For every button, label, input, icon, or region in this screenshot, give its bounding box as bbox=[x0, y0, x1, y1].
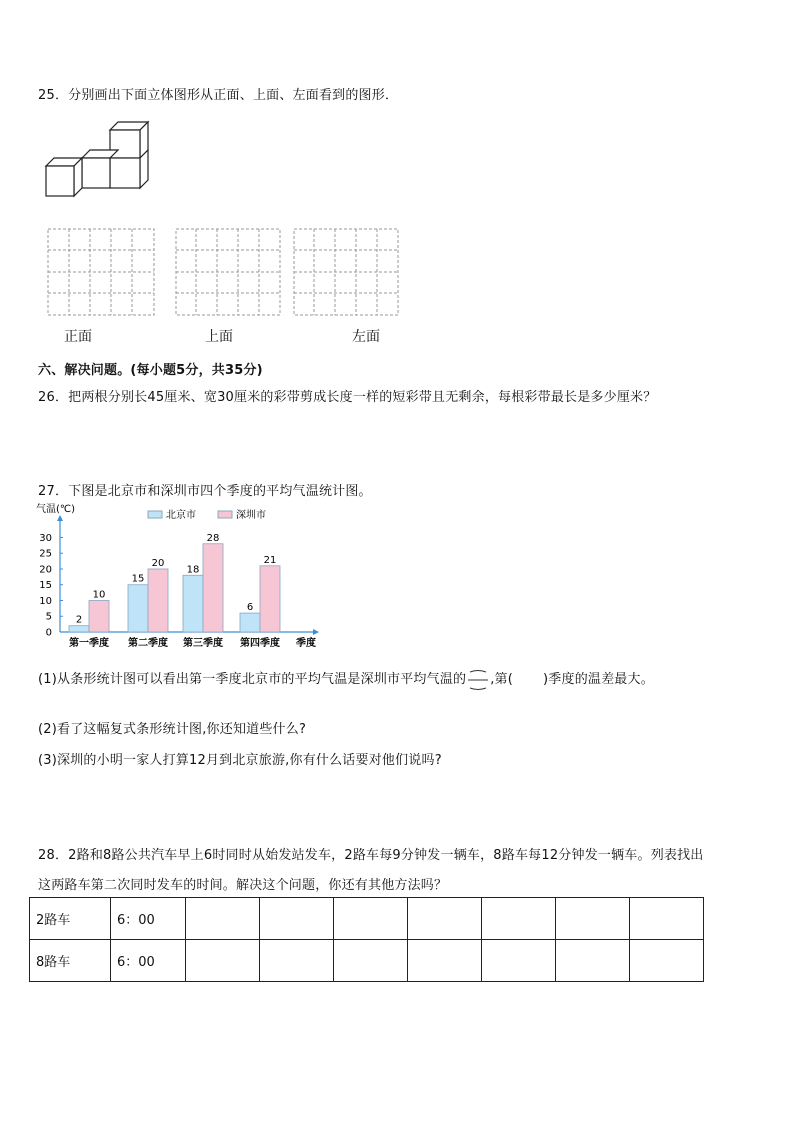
first-time-cell: 6：00 bbox=[111, 940, 186, 982]
legend-swatch bbox=[218, 511, 232, 518]
blank-cell[interactable] bbox=[186, 940, 260, 982]
q27-text: 27．下图是北京市和深圳市四个季度的平均气温统计图。 bbox=[38, 484, 372, 499]
blank-cell[interactable] bbox=[260, 898, 334, 940]
q28-text-line1: 28．2路和8路公共汽车早上6时同时从始发站发车，2路车每9分钟发一辆车，8路车每12分钟发一辆车。列表找出 bbox=[38, 848, 704, 863]
bar bbox=[183, 575, 203, 632]
bar bbox=[260, 566, 280, 632]
bar-value-label: 20 bbox=[151, 557, 165, 569]
y-tick-label: 0 bbox=[45, 627, 52, 639]
blank-cell[interactable] bbox=[408, 898, 482, 940]
top-view-label: 上面 bbox=[205, 329, 233, 345]
q28-text-line2: 这两路车第二次同时发车的时间。解决这个问题，你还有其他方法吗？ bbox=[38, 878, 448, 893]
q27-sub3: (3)深圳的小明一家人打算12月到北京旅游,你有什么话要对他们说吗? bbox=[38, 753, 442, 768]
front-view-grid[interactable] bbox=[47, 228, 155, 316]
q27-sub1-part-b: ,第( bbox=[490, 672, 514, 687]
bar bbox=[69, 626, 89, 632]
category-label: 第四季度 bbox=[240, 638, 280, 649]
blank-cell[interactable] bbox=[630, 940, 704, 982]
q25-text: 25．分别画出下面立体图形从正面、上面、左面看到的图形． bbox=[38, 88, 399, 103]
y-axis-arrow bbox=[57, 515, 63, 521]
cube-figure bbox=[40, 118, 152, 198]
schedule-table bbox=[29, 897, 704, 982]
blank-cell[interactable] bbox=[556, 940, 630, 982]
bar-value-label: 6 bbox=[246, 602, 254, 614]
blank-cell[interactable] bbox=[260, 940, 334, 982]
first-time-cell: 6：00 bbox=[111, 898, 186, 940]
legend-swatch bbox=[148, 511, 162, 518]
front-view-label: 正面 bbox=[64, 329, 92, 345]
y-tick-label: 25 bbox=[39, 548, 52, 560]
y-tick-label: 15 bbox=[39, 580, 52, 592]
blank-cell[interactable] bbox=[186, 898, 260, 940]
q26-text: 26．把两根分别长45厘米、宽30厘米的彩带剪成长度一样的短彩带且无剩余，每根彩带最长是多少厘米？ bbox=[38, 390, 657, 405]
blank-cell[interactable] bbox=[408, 940, 482, 982]
y-tick-label: 30 bbox=[39, 532, 52, 544]
section-title: 六、解决问题。(每小题5分，共35分) bbox=[38, 363, 263, 378]
blank-cell[interactable] bbox=[482, 940, 556, 982]
left-view-label: 左面 bbox=[352, 329, 380, 345]
blank-cell[interactable] bbox=[334, 940, 408, 982]
route-cell: 2路车 bbox=[30, 898, 111, 940]
bar-value-label: 28 bbox=[206, 532, 220, 544]
fraction-blank[interactable] bbox=[466, 669, 490, 691]
bar-value-label: 10 bbox=[92, 589, 106, 601]
temperature-bar-chart bbox=[30, 500, 330, 652]
bar bbox=[148, 569, 168, 632]
bar bbox=[128, 585, 148, 632]
blank-cell[interactable] bbox=[556, 898, 630, 940]
chart-ylabel: 气温(℃) bbox=[36, 504, 76, 515]
x-axis-arrow bbox=[313, 629, 319, 635]
y-tick-label: 5 bbox=[45, 611, 52, 623]
blank-cell[interactable] bbox=[482, 898, 556, 940]
bar bbox=[203, 544, 223, 632]
left-view-grid[interactable] bbox=[293, 228, 399, 316]
y-tick-label: 10 bbox=[39, 595, 52, 607]
chart-legend bbox=[148, 508, 266, 521]
route-cell: 8路车 bbox=[30, 940, 111, 982]
bar bbox=[240, 613, 260, 632]
bar-value-label: 2 bbox=[75, 614, 83, 626]
legend-label: 北京市 bbox=[166, 510, 196, 521]
blank-cell[interactable] bbox=[630, 898, 704, 940]
q27-sub2: (2)看了这幅复式条形统计图,你还知道些什么? bbox=[38, 722, 307, 737]
q27-sub1 bbox=[38, 668, 654, 691]
x-axis-label: 季度 bbox=[296, 638, 316, 649]
y-tick-label: 20 bbox=[39, 564, 52, 576]
bar-value-label: 15 bbox=[131, 573, 145, 585]
q27-sub1-part-c: )季度的温差最大。 bbox=[543, 672, 654, 687]
category-label: 第三季度 bbox=[183, 638, 223, 649]
bar bbox=[89, 600, 109, 632]
blank-cell[interactable] bbox=[334, 898, 408, 940]
bar-value-label: 18 bbox=[186, 564, 200, 576]
legend-label: 深圳市 bbox=[236, 510, 266, 521]
top-view-grid[interactable] bbox=[175, 228, 281, 316]
bar-value-label: 21 bbox=[263, 554, 277, 566]
table-row bbox=[30, 898, 704, 940]
category-label: 第一季度 bbox=[69, 638, 109, 649]
q27-sub1-part-a: (1)从条形统计图可以看出第一季度北京市的平均气温是深圳市平均气温的 bbox=[38, 672, 467, 687]
category-label: 第二季度 bbox=[128, 638, 168, 649]
table-row bbox=[30, 940, 704, 982]
